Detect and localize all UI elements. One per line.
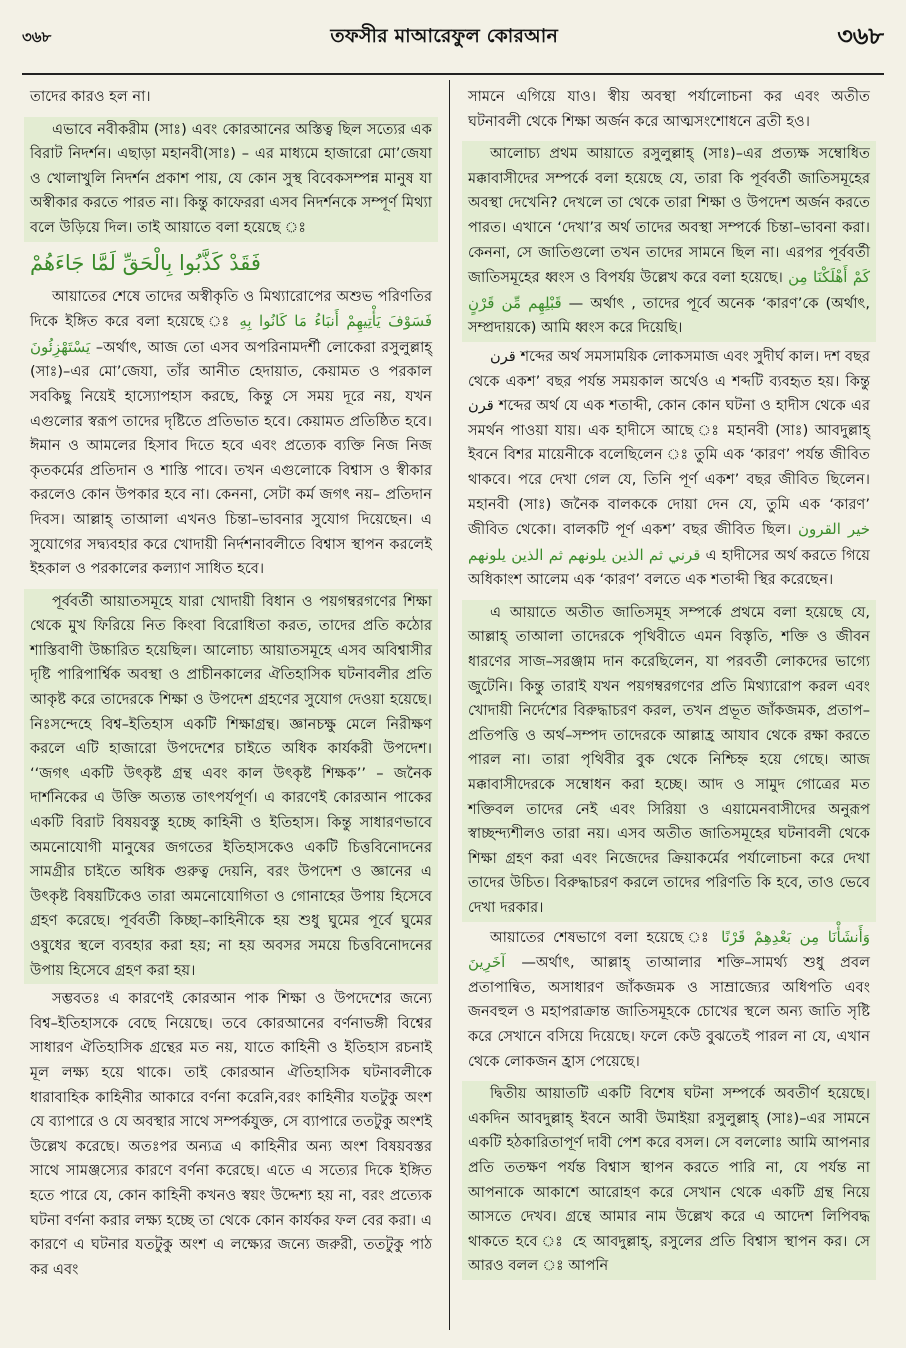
right-column xyxy=(462,84,876,1282)
paragraph: সামনে এগিয়ে যাও। স্বীয় অবস্থা পর্যালোচনা কর এবং অতীত ঘটনাবলী থেকে শিক্ষা অর্জন করে আত্মসংশোধনে ব্রতী হও। xyxy=(468,88,870,130)
paragraph-text: –অর্থাৎ, আজ তো এসব অপরিনামদর্শী লোকেরা রসুলুল্লাহ্ (সাঃ)–এর মো’জেযা, তাঁর আনীত হেদায়াত, কেয়ামত ও পরকাল সবকিছু নিয়েই হাস্যোপহাস করছে, কিন্তু সে সময় দূরে নয়, যখন এগুলোর স্বরূপ তাদের দৃষ্টিতে প্রতিভাত হবে। কেয়ামত প্রতিষ্ঠিত হবে। ঈমান ও আমলের হিসাব দিতে হবে এবং প্রত্যেক ব্যক্তি নিজ নিজ কৃতকর্মের প্রতিদান ও শাস্তি পাবে। তখন এগুলোকে বিশ্বাস ও স্বীকার করলেও কোন উপকার হবে না। কেননা, সেটা কর্ম জগৎ নয়– প্রতিদান দিবস। আল্লাহ্ তাআলা এখনও চিন্তা–ভাবনার সুযোগ দিয়েছেন। এ সুযোগের সদ্ব্যবহার করে খোদায়ী নির্দশনাবলীতে বিশ্বাস স্থাপন করলেই ইহকাল ও পরকালের কল্যাণ সাধিত হবে। xyxy=(30,338,432,578)
paragraph xyxy=(462,344,876,594)
left-column xyxy=(24,84,438,1283)
header-rule xyxy=(22,73,884,75)
paragraph-text: আলোচ্য প্রথম আয়াতে রসুলুল্লাহ্ (সাঃ)–এর প্রত্যক্ষ সম্বোধিত মক্কাবাসীদের সম্পর্কে বলা হয়েছে যে, তারা কি পূর্ববর্তী জাতিসমূহের অবস্থা দেখেনি? দেখলে তা থেকে তারা শিক্ষা ও উপদেশ অর্জন করতে পারত। এখানে ‘দেখা’র অর্থ তাদের অবস্থা সম্পর্কে চিন্তা–ভাবনা করা। কেননা, সে জাতিগুলো তখন তাদের সামনে ছিল না। এরপর পূর্ববর্তী জাতিসমূহের ধ্বংস ও বিপর্যয় উল্লেখ করে বলা হয়েছে। xyxy=(468,145,870,287)
paragraph xyxy=(462,924,876,1076)
paragraph-text: — অর্থাৎ , তাদের পূর্বে অনেক ‘কারণ’কে (অর্থাৎ, সম্প্রদায়কে) আমি ধ্বংস করে দিয়েছি। xyxy=(468,294,870,337)
arabic-verse: فَقَدْ كَذَّبُوا بِالْحَقِّ لَمَّا جَاءَهُمْ xyxy=(30,250,261,275)
paragraph: এভাবে নবীকরীম (সাঃ) এবং কোরআনের অস্তিত্ব ছিল সত্যের এক বিরাট নিদর্শন। এছাড়া মহানবী(সাঃ) – এর মাধ্যমে হাজারো মো’জেযা ও খোলাখুলি নিদর্শন প্রকাশ পায়, যে কোন সুস্থ বিবেকসম্পন্ন মানুষ যা অস্বীকার করতে পারত না। কিন্তু কাফেররা এসব নিদর্শনকে সম্পূর্ণ মিথ্যা বলে উড়িয়ে দিল। তাই আয়াতে বলা হয়েছে ঃ xyxy=(24,117,438,242)
paragraph: এ আয়াতে অতীত জাতিসমূহ সম্পর্কে প্রথমে বলা হয়েছে যে, আল্লাহ্ তাআলা তাদেরকে পৃথিবীতে এমন বিস্তৃতি, শক্তি ও জীবন ধারণের সাজ–সরঞ্জাম দান করেছিলেন, যা পরবর্তী লোকদের ভাগ্যে জুটেনি। কিন্তু তারাই যখন পয়গম্বরগণের প্রতি মিথ্যারোপ করল এবং খোদায়ী নির্দেশের বিরুদ্ধাচরণ করল, তখন প্রভূত জাঁকজমক, প্রতাপ–প্রতিপত্তি ও অর্থ–সম্পদ তাদেরকে আল্লাহ্র আযাব থেকে রক্ষা করতে পারল না। তারা পৃথিবীর বুক থেকে নিশ্চিহ্ন হয়ে গেছে। আজ মক্কাবাসীদেরকে সম্বোধন করা হচ্ছে। আদ ও সামুদ গোত্রের মত শক্তিবল তাদের নেই এবং সিরিয়া ও এয়ামেনবাসীদের অনুরূপ স্বাচ্ছন্দ্যশীলও তারা নয়। এসব অতীত জাতিসমূহের ঘটনাবলী থেকে শিক্ষা গ্রহণ করা এবং নিজেদের ক্রিয়াকর্মের পর্যালোচনা করে দেখা তাদের উচিত। বিরুদ্ধাচরণ করলে তাদের পরিণতি কি হবে, তাও ভেবে দেখা দরকার। xyxy=(462,600,876,922)
arabic-verse: وَأَنشَأْنَا مِن بَعْدِهِمْ قَرْنًا آخَرِينَ xyxy=(468,927,870,972)
arabic-hadith: خير القرون قرني ثم الذين يلونهم ثم الذين يلونهم xyxy=(468,520,870,564)
column-divider xyxy=(449,80,450,1330)
paragraph: সম্ভবতঃ এ কারণেই কোরআন পাক শিক্ষা ও উপদেশের জন্যে বিশ্ব–ইতিহাসকে বেছে নিয়েছে। তবে কোরআনের বর্ণনাভঙ্গী বিশ্বের সাধারণ ঐতিহাসিক গ্রন্থের মত নয়, যাতে কাহিনী ও ইতিহাস রচনাই মূল লক্ষ্য হয়ে থাকে। তাই কোরআন ঐতিহাসিক ঘটনাবলীকে ধারাবাহিক কাহিনীর আকারে বর্ণনা করেনি,বরং কাহিনীর যতটুকু অংশ যে ব্যাপারে ও যে অবস্থার সাথে সম্পর্কযুক্ত, সে ব্যাপারে ততটুকু অংশই উল্লেখ করেছে। অতঃপর অন্যত্র এ কাহিনীর অন্য অংশ বিষয়বস্তর সাথে সামঞ্জস্যের কারণে বর্ণনা করেছে। এতে এ সত্যের দিকে ইঙ্গিত হতে পারে যে, কোন কাহিনী কখনও স্বয়ং উদ্দেশ্য হয় না, বরং প্রত্যেক ঘটনা বর্ণনা করার লক্ষ্য হচ্ছে তা থেকে কোন কার্যকর ফল বের করা। এ কারণে এ ঘটনার যতটুকু অংশ এ লক্ষ্যের জন্যে জরুরী, ততটুকু পাঠ কর এবং xyxy=(30,990,432,1278)
paragraph-text: قرن শব্দের অর্থ সমসাময়িক লোকসমাজ এবং সুদীর্ঘ কাল। দশ বছর থেকে একশ’ বছর পর্যন্ত সময়কাল অর্থেও এ শব্দটি ব্যবহৃত হয়। কিন্তু قرن শব্দের অর্থ যে এক শতাব্দী, কোন কোন ঘটনা ও হাদীস থেকে এর সমর্থন পাওয়া যায়। এক হাদীসে আছে ঃ মহানবী (সাঃ) আবদুল্লাহ্ ইবনে বিশর মায়েনীকে বলেছিলেন ঃ তুমি এক ‘কারণ’ পর্যন্ত জীবিত থাকবে। পরে দেখা গেল যে, তিনি পূর্ণ একশ’ বছর জীবিত ছিলেন। মহানবী (সাঃ) জনৈক বালককে দোয়া দেন যে, তুমি এক ‘কারণ’ জীবিত থেকো। বালকটি পূর্ণ একশ’ বছর জীবিত ছিল। xyxy=(468,347,870,539)
paragraph: পূর্ববর্তী আয়াতসমূহে যারা খোদায়ী বিধান ও পয়গম্বরগণের শিক্ষা থেকে মুখ ফিরিয়ে নিত কিংবা বিরোধিতা করত, তাদের প্রতি কঠোর শাস্তিবাণী উচ্চারিত হয়েছিল। আলোচ্য আয়াতসমূহে এসব অবিশ্বাসীর দৃষ্টি পারিপার্শ্বিক অবস্থা ও প্রাচীনকালের ঐতিহাসিক ঘটনাবলীর প্রতি আকৃষ্ট করে তাদেরকে শিক্ষা ও উপদেশ গ্রহণের সুযোগ দেওয়া হয়েছে। নিঃসন্দেহে বিশ্ব–ইতিহাস একটি শিক্ষাগ্রন্থ। জ্ঞানচক্ষু মেলে নিরীক্ষণ করলে এটি হাজারো উপদেশের চাইতে অধিক কার্যকরী উপদেশ। ‘‘জগৎ একটি উৎকৃষ্ট গ্রন্থ এবং কাল উৎকৃষ্ট শিক্ষক’’ – জনৈক দার্শনিকের এ উক্তি অত্যন্ত তাৎপর্যপূর্ণ। এ কারণেই কোরআন পাকের একটি বিরাট বিষয়বস্তু হচ্ছে কাহিনী ও ইতিহাস। কিন্তু সাধারণভাবে অমনোযোগী মানুষের জগতের ইতিহাসকেও একটি চিত্তবিনোদনের সামগ্রীর চাইতে অধিক গুরুত্ব দেয়নি, বরং উপদেশ ও জ্ঞানের এ উৎকৃষ্ট বিষয়টিকেও তারা অমনোযোগিতা ও গোনাহের উপায় হিসেবে গ্রহণ করেছে। পূর্ববর্তী কিচ্ছা–কাহিনীকে হয় শুধু ঘুমের পূর্বে ঘুমের ওষুধের স্থলে ব্যবহার করা হয়; না হয় অবসর সময়ে চিত্তবিনোদনের উপায় হিসেবে গ্রহণ করা হয়। xyxy=(24,589,438,985)
running-title: তফসীর মাআরেফুল কোরআন xyxy=(330,25,559,47)
paragraph: তাদের কারও হল না। xyxy=(30,88,151,105)
page-number-left: ৩৬৮ xyxy=(22,27,52,46)
paragraph-text: —অর্থাৎ, আল্লাহ্ তাআলার শক্তি–সামর্থ্য শুধু প্রবল প্রতাপান্বিত, অসাধারণ জাঁকজমক ও সাম্রাজ্যের অধিপতি এবং জনবহুল ও মহাপরাক্রান্ত জাতিসমূহকে চোখের স্থলে অন্য জাতি সৃষ্টি করে সেখানে বসিয়ে দিয়েছে। ফলে কেউ বুঝতেই পারল না যে, এখান থেকে লোকজন হ্রাস পেয়েছে। xyxy=(468,954,871,1070)
paragraph-text: আয়াতের শেষে তাদের অস্বীকৃতি ও মিথ্যারোপের অশুভ পরিণতির দিকে ইঙ্গিত করে বলা হয়েছে ঃ xyxy=(30,287,432,331)
page-number-right: ৩৬৮ xyxy=(837,22,884,50)
paragraph-text: আয়াতের শেষভাগে বলা হয়েছে ঃ xyxy=(490,928,713,946)
arabic-verse: فَسَوْفَ يَأْتِيهِمْ أَنبَاءُ مَا كَانُوا بِهِ يَسْتَهْزِئُونَ xyxy=(30,312,432,356)
arabic-verse: كَمْ أَهْلَكْنَا مِن قَبْلِهِم مِّن قَرْنٍ xyxy=(468,268,870,312)
paragraph xyxy=(462,141,876,342)
paragraph xyxy=(24,284,438,583)
paragraph-text: এ হাদীসের অর্থ করতে গিয়ে অধিকাংশ আলেম এক ‘কারণ’ বলতে এক শতাব্দী স্থির করেছেন। xyxy=(468,546,870,589)
paragraph: দ্বিতীয় আয়াতটি একটি বিশেষ ঘটনা সম্পর্কে অবতীর্ণ হয়েছে। একদিন আবদুল্লাহ্ ইবনে আবী উমাইয়া রসুলুল্লাহ্ (সাঃ)–এর সামনে একটি হঠকারিতাপূর্ণ দাবী পেশ করে বসল। সে বললোঃ আমি আপনার প্রতি ততক্ষণ পর্যন্ত বিশ্বাস স্থাপন করতে পারি না, যে পর্যন্ত না আপনাকে আকাশে আরোহণ করে সেখান থেকে একটি গ্রন্থ নিয়ে আসতে দেখব। গ্রন্থে আমার নাম উল্লেখ করে এ আদেশ লিপিবদ্ধ থাকতে হবে ঃ হে আবদুল্লাহ্, রসুলের প্রতি বিশ্বাস স্থাপন কর। সে আরও বলল ঃ আপনি xyxy=(462,1081,876,1280)
page-header xyxy=(22,8,884,68)
